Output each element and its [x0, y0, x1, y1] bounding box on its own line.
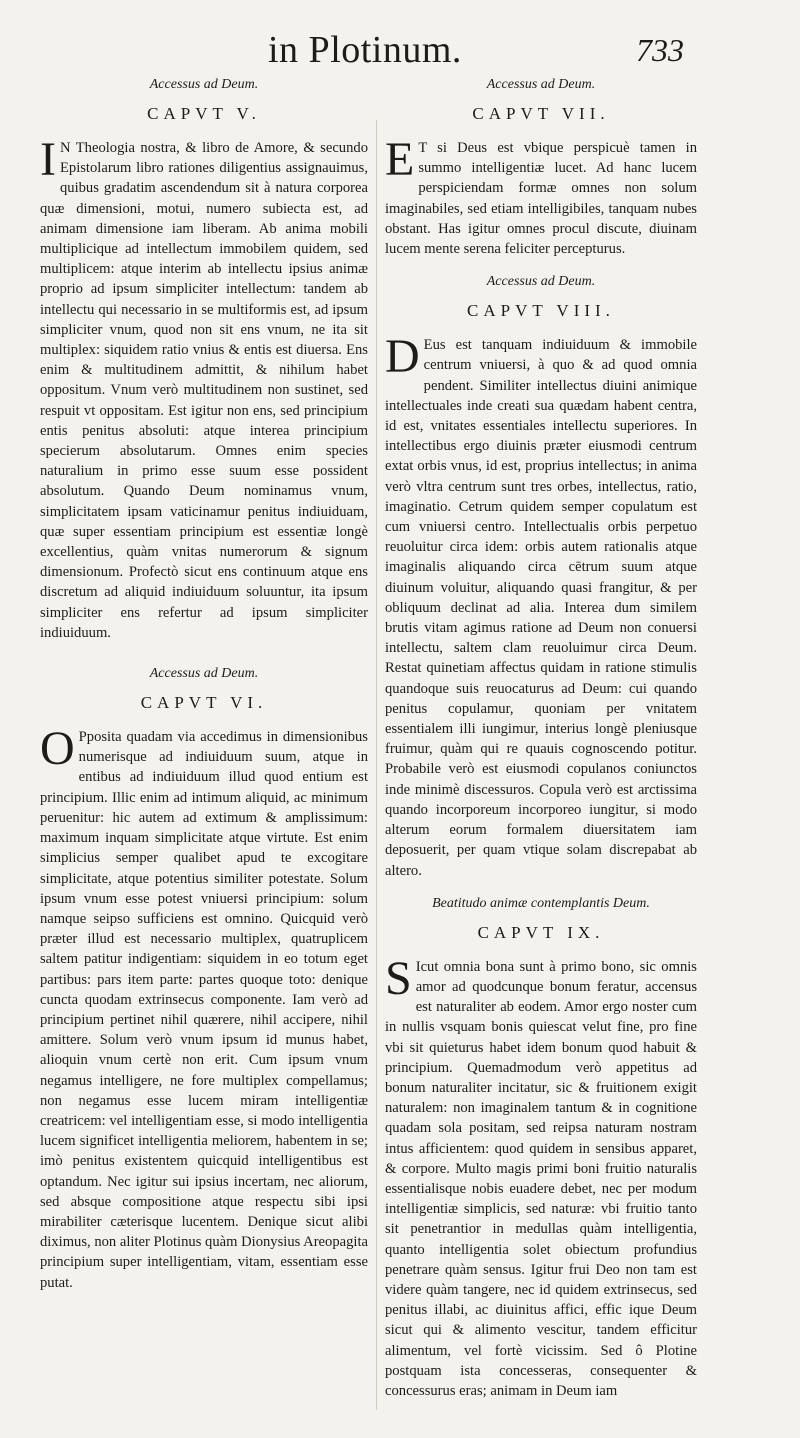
- chapter-heading: CAPVT IX.: [477, 922, 605, 942]
- running-title: in Plotinum.: [268, 29, 462, 71]
- section-label: Accessus ad Deum.: [149, 666, 259, 682]
- chapter-heading: CAPVT VII.: [472, 104, 610, 123]
- chapter-text: IN Theologia nostra, & libro de Amore, & secundo Epistolarum libro rationes diligentius assignauimus, quibus gradatim ascendendum sit à natura corporea quæ dimensioni, motui, numero subiecta est, ad animam dimensione iam liberam. Ab anima mobili multiplicique ad intellectum immobilem quidem, sed multiplicem: atque interim ab intellectu ipsius animæ proprio ad ipsum simpliciter intellectum: tandem ab intellectu qui necessario in se multiformis est, ad ipsum simpliciter vnum, quod non sit ens vnum, ne ita sit multiplex: siquidem ratio vnius & entis est diuersa. Ens enim & multitudinem admittit, & nihilum habet oppositum. Vnum verò multitudinem non sustinet, sed respuit vt oppositam. Est igitur non ens, sed principium entis penitus absoluti: atque interea principium specierum absolutarum. Omnes enim species naturalium in primo esse suum esse possident absolutum. Quando Deum nominamus vnum, simplicitatem ipsam vaticinamur penitus indiuiduam, quæ super essentiam principium est essentiæ longè excellentius, quàm vnitas numerorum & signum dimensionum. Profectò sicut ens continuum atque ens discretum ad aliquid indiuiduum soluuntur, ita ipsum simpliciter ens refertur ad ipsum simpliciter indiuiduum.: [40, 133, 368, 641]
- section-label: Accessus ad Deum.: [486, 274, 596, 290]
- right-column: [385, 70, 697, 1413]
- section-label: Beatitudo animæ contemplantis Deum.: [432, 895, 650, 911]
- chapter-text: OPposita quadam via accedimus in dimensionibus numerisque ad indiuiduum suum, atque in entibus ad indiuiduum illud quod entium est principium. Illic enim ad intimum aliquid, ac minimum peruenitur: hic autem ad extimum & amplissimum: maximum inquam simplicitate atque virtute. Est enim simplicius semper qualibet apud te excogitare simplicitate, atque potentius similiter potestate. Solum ipsum vnum esse potest vniuersi principium: solum namque seipso sufficiens est omnino. Quicquid verò præter illud est necessario multiplex, quatruplicem saltem patitur indigentiam: siquidem in eo totum eget partibus: pars item parte: partes quoque toto: denique cuncta quodam extrinsecus componente. Iam verò ad principium pertinet nihil quærere, nihil accipere, nihil amittere. Solum verò vnum ipsum id munus habet, alioquin vnum certè non erit. Cum ipsum vnum negamus intelligere, ne fore multiplex compellamus; non negamus esse lucem miram intelligentiæ creatricem: vel intelligentiam esse, si modo intelligentia lucem significet intelligentia meliorem, habentem in se; imò penitus existentem quicquid intelligentibus est optandum. Nec igitur sui ipsius incertam, nec aliorum, sed absque compositione atque respectu sibi ipsi mirabiliter cæterisque lucentem. Denique sicut alibi diximus, non aliter Plotinus quàm Dionysius Areopagita principium super intelligentiam, vitam, essentiam esse putat.: [40, 722, 368, 1291]
- section-caput-vii: [385, 76, 697, 259]
- section-caput-ix: [385, 895, 697, 1401]
- chapter-text: SIcut omnia bona sunt à primo bono, sic omnis amor ad quodcunque bonum feratur, accensus est naturaliter ab eodem. Amor ergo noster cum in nullis vsquam bonis quiescat velut fine, pro fine vbi sit quieturus habet idem bonum quod habuit & principium. Quemadmodum verò appetitus ad bonum naturaliter incitatur, sic & fruitionem exigit naturalem: non imaginalem tantum & in cognitione quadam sola positam, sed reipsa naturam nostram intus afficientem: quod quidem in sensibus apparet, & corpore. Multo magis primi boni fruitio naturalis essentialisque nobis euadere debet, nec per modum intelligentiæ simplicis, sed naturæ: vbi fruitio tanto sit penetrantior in medullas quàm intelligentia, quanto intelligentia solet obiectum profundius penetrare quàm sensus. Igitur frui Deo non tam est videre quàm tangere, nec id quidem extrinsecus, sed penitus illabi, ac diuinitus affici, effic ique Deum sicut qui & alimento vescitur, tandem efficitur alimentum, vel fortè vicissim. Sed ô Plotine postquam ista concesseras, consequenter & concessurus eras; animam in Deum iam: [385, 951, 697, 1399]
- running-head: [0, 22, 800, 72]
- chapter-text: ET si Deus est vbique perspicuè tamen in summo intelligentiæ lucet. Ad hanc lucem perspiciendam formæ omnes non solum imaginabiles, sed etiam intelligibiles, tanquam nubes obstant. Has igitur omnes procul discute, diuinam lucem mente serena feliciter percepturus.: [385, 133, 697, 258]
- section-label: Accessus ad Deum.: [149, 77, 259, 92]
- chapter-heading: CAPVT V.: [147, 104, 261, 123]
- left-column: [40, 70, 368, 1305]
- section-label: Accessus ad Deum.: [486, 77, 596, 92]
- section-caput-vi: [40, 665, 368, 1293]
- chapter-heading: CAPVT VIII.: [467, 301, 615, 321]
- section-caput-v: [40, 76, 368, 643]
- chapter-text: DEus est tanquam indiuiduum & immobile centrum vniuersi, à quo & ad quod omnia pendent. Similiter intellectus diuini animique intellectuales inde creati sua quædam habent centra, id est, vnitates essentiales intellectu superiores. In intellectibus ergo diuinis præter eiusmodi centrum extat orbis vnus, id est, proprius intellectus; in anima verò vltra centrum sunt tres orbes, intellectus, ratio, imaginatio. Cetrum quidem semper copulatum est cum vniuersi centro. Intellectualis orbis perpetuo reuoluitur circa idem: orbis autem rationalis atque imaginalis aliquando circa cētrum suum atque diuinum voluitur, aliquando quasi frangitur, & per obliquum declinat ad alia. Interea dum similem brutis vitam agimus ratione ad Deum non conuersi intellectu, saltem clam reuoluimur circa Deum. Restat quinetiam affectus quidam in ratione stimulis quandoque suis reuocaturus ad Deum: cui quando penitus copulamur, quoniam per vnitatem essentialem illi iungimur, interius longè pleniusque fruimur, quàm qui re quauis cognoscendo potitur. Probabile verò est eiusmodi copulanos coniunctos inde minimè discessuros. Copula verò est arctissima quando incorporeum incorporeo iungitur, si modo alterum eorum formalem diuersitatem iam deposuerit, per quam vtique solam discrepabat ab altero.: [385, 330, 697, 879]
- chapter-heading: CAPVT VI.: [140, 693, 268, 713]
- column-divider: [376, 120, 377, 1410]
- page-number: 733: [636, 32, 684, 68]
- section-caput-viii: [385, 273, 697, 880]
